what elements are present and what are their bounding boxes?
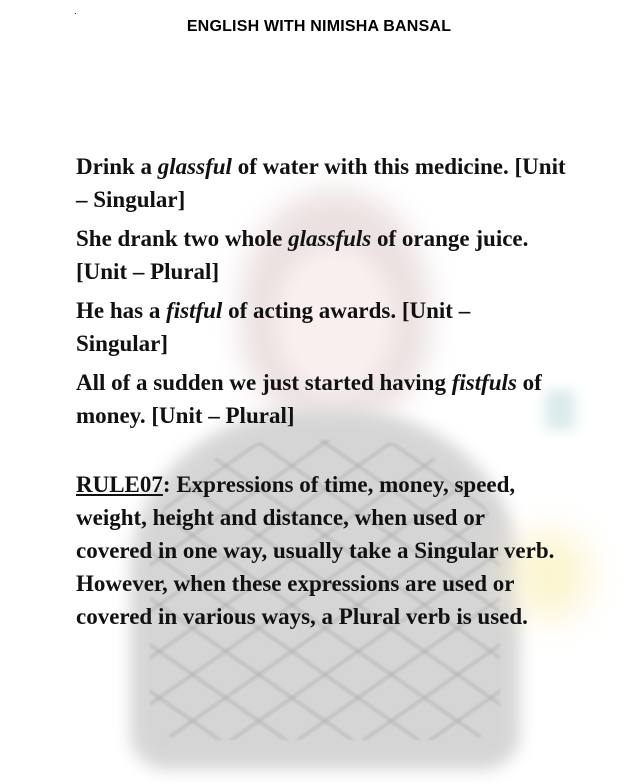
- example-sentence: [76, 150, 566, 216]
- example-text-before: All of a sudden we just started having: [76, 370, 452, 395]
- example-text-before: She drank two whole: [76, 226, 289, 251]
- example-text-after: of money. [Unit – Plural]: [76, 370, 542, 428]
- example-text-after: of orange juice. [Unit – Plural]: [76, 226, 529, 284]
- example-text-after: of acting awards. [Unit – Singular]: [76, 298, 471, 356]
- rule-label: RULE07: [76, 472, 163, 497]
- page-header-title: ENGLISH WITH NIMISHA BANSAL: [186, 18, 452, 35]
- document-content: [76, 150, 566, 633]
- rule-colon: :: [162, 472, 171, 497]
- example-sentence: [76, 294, 566, 360]
- example-text-after: of water with this medicine. [Unit – Singular]: [76, 154, 566, 212]
- example-sentence: [76, 222, 566, 288]
- example-text-before: Drink a: [76, 154, 158, 179]
- example-keyword: glassful: [157, 154, 232, 179]
- example-text-before: He has a: [76, 298, 167, 323]
- example-keyword: fistfuls: [451, 370, 517, 395]
- example-sentence: [76, 366, 566, 432]
- rule-text: Expressions of time, money, speed, weight, height and distance, when used or covered in one way, usually take a Singular verb. However, when these expressions are used or covered in various ways, a Plural verb is used.: [76, 472, 555, 629]
- rule-paragraph: [76, 468, 566, 633]
- example-keyword: glassfuls: [288, 226, 372, 251]
- header-dot: .: [74, 6, 77, 17]
- example-keyword: fistful: [166, 298, 223, 323]
